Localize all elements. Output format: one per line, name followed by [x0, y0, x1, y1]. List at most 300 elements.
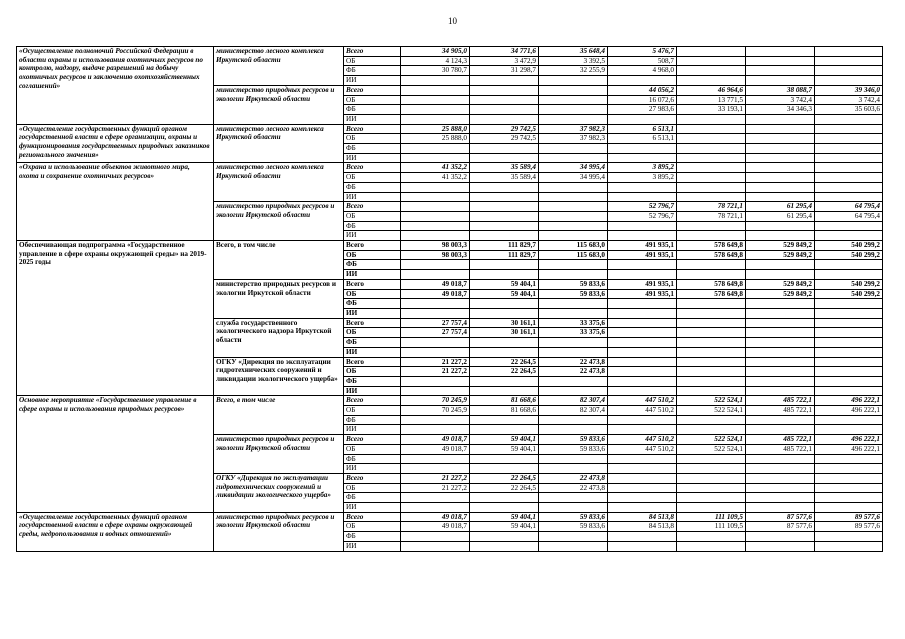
funding-source-cell: ОБ	[344, 56, 401, 66]
amount-cell: 115 683,0	[539, 241, 608, 251]
amount-cell	[815, 163, 883, 173]
budget-table	[16, 46, 883, 552]
amount-cell: 578 649,8	[677, 250, 746, 260]
amount-cell	[746, 76, 815, 86]
table-row	[17, 241, 883, 251]
amount-cell	[401, 386, 470, 396]
amount-cell: 41 352,2	[401, 173, 470, 183]
amount-cell	[746, 299, 815, 309]
amount-cell	[815, 386, 883, 396]
amount-cell: 33 193,1	[677, 105, 746, 115]
amount-cell	[746, 182, 815, 192]
amount-cell	[677, 454, 746, 464]
amount-cell: 496 222,1	[815, 435, 883, 445]
amount-cell: 59 833,6	[539, 279, 608, 289]
measure-name-cell: Основное мероприятие «Государственное управление в сфере охраны и использования природных ресурсов»	[17, 396, 214, 512]
funding-source-cell: ОБ	[344, 173, 401, 183]
amount-cell	[470, 299, 539, 309]
amount-cell	[401, 454, 470, 464]
page-number: 10	[448, 16, 457, 26]
amount-cell	[470, 347, 539, 357]
funding-source-cell: ФБ	[344, 66, 401, 76]
amount-cell	[677, 260, 746, 270]
amount-cell	[677, 192, 746, 202]
funding-source-cell: ФБ	[344, 182, 401, 192]
amount-cell	[608, 318, 677, 328]
amount-cell	[677, 532, 746, 542]
amount-cell: 44 056,2	[608, 85, 677, 95]
amount-cell: 39 346,0	[815, 85, 883, 95]
amount-cell	[677, 66, 746, 76]
amount-cell	[401, 270, 470, 280]
funding-source-cell: ФБ	[344, 376, 401, 386]
amount-cell	[539, 221, 608, 231]
amount-cell	[815, 134, 883, 144]
amount-cell	[539, 338, 608, 348]
funding-source-cell: ИИ	[344, 308, 401, 318]
amount-cell: 5 476,7	[608, 47, 677, 57]
amount-cell	[470, 85, 539, 95]
amount-cell: 4 968,0	[608, 66, 677, 76]
amount-cell	[470, 144, 539, 154]
funding-source-cell: Всего	[344, 202, 401, 212]
amount-cell	[470, 454, 539, 464]
funding-source-cell: ФБ	[344, 221, 401, 231]
amount-cell	[539, 347, 608, 357]
amount-cell	[815, 173, 883, 183]
amount-cell	[815, 144, 883, 154]
amount-cell: 38 088,7	[746, 85, 815, 95]
amount-cell: 46 964,6	[677, 85, 746, 95]
amount-cell	[677, 541, 746, 551]
amount-cell: 59 404,1	[470, 444, 539, 454]
table-row	[17, 47, 883, 57]
funding-source-cell: ИИ	[344, 270, 401, 280]
amount-cell	[677, 47, 746, 57]
amount-cell: 81 668,6	[470, 406, 539, 416]
amount-cell	[815, 376, 883, 386]
funding-source-cell: Всего	[344, 279, 401, 289]
funding-source-cell: ОБ	[344, 444, 401, 454]
funding-source-cell: Всего	[344, 241, 401, 251]
amount-cell	[608, 114, 677, 124]
amount-cell	[815, 308, 883, 318]
amount-cell: 70 245,9	[401, 406, 470, 416]
amount-cell	[401, 338, 470, 348]
amount-cell: 22 264,5	[470, 473, 539, 483]
amount-cell	[746, 260, 815, 270]
amount-cell	[401, 260, 470, 270]
amount-cell	[746, 153, 815, 163]
funding-source-cell: Всего	[344, 512, 401, 522]
amount-cell	[677, 144, 746, 154]
amount-cell: 4 124,3	[401, 56, 470, 66]
amount-cell: 34 771,6	[470, 47, 539, 57]
funding-source-cell: ФБ	[344, 299, 401, 309]
amount-cell	[677, 134, 746, 144]
amount-cell	[401, 144, 470, 154]
amount-cell	[401, 308, 470, 318]
amount-cell	[608, 231, 677, 241]
amount-cell	[539, 308, 608, 318]
amount-cell: 84 513,8	[608, 522, 677, 532]
amount-cell	[677, 231, 746, 241]
amount-cell	[470, 211, 539, 221]
amount-cell: 496 222,1	[815, 396, 883, 406]
executor-cell: Всего, в том числе	[214, 396, 344, 435]
amount-cell	[746, 56, 815, 66]
funding-source-cell: ОБ	[344, 95, 401, 105]
amount-cell	[746, 473, 815, 483]
amount-cell	[539, 192, 608, 202]
table-row	[17, 124, 883, 134]
amount-cell: 81 668,6	[470, 396, 539, 406]
amount-cell	[815, 231, 883, 241]
amount-cell: 59 833,6	[539, 435, 608, 445]
amount-cell	[539, 182, 608, 192]
amount-cell	[746, 163, 815, 173]
funding-source-cell: ФБ	[344, 454, 401, 464]
executor-cell: министерство природных ресурсов и экологии Иркутской области	[214, 85, 344, 124]
amount-cell: 59 404,1	[470, 435, 539, 445]
amount-cell	[539, 386, 608, 396]
amount-cell: 447 510,2	[608, 435, 677, 445]
amount-cell	[608, 483, 677, 493]
funding-source-cell: ОБ	[344, 134, 401, 144]
amount-cell	[677, 483, 746, 493]
funding-source-cell: Всего	[344, 396, 401, 406]
funding-source-cell: ФБ	[344, 338, 401, 348]
amount-cell	[608, 541, 677, 551]
amount-cell: 111 829,7	[470, 250, 539, 260]
amount-cell	[401, 105, 470, 115]
amount-cell: 540 299,2	[815, 241, 883, 251]
amount-cell	[401, 221, 470, 231]
funding-source-cell: Всего	[344, 435, 401, 445]
amount-cell: 59 833,6	[539, 512, 608, 522]
amount-cell: 13 771,5	[677, 95, 746, 105]
amount-cell	[815, 532, 883, 542]
amount-cell	[746, 47, 815, 57]
amount-cell: 49 018,7	[401, 444, 470, 454]
amount-cell: 491 935,1	[608, 241, 677, 251]
amount-cell: 78 721,1	[677, 202, 746, 212]
amount-cell	[539, 85, 608, 95]
amount-cell: 522 524,1	[677, 435, 746, 445]
amount-cell: 41 352,2	[401, 163, 470, 173]
amount-cell	[608, 153, 677, 163]
amount-cell	[470, 202, 539, 212]
amount-cell	[746, 338, 815, 348]
amount-cell	[746, 328, 815, 338]
funding-source-cell: ОБ	[344, 367, 401, 377]
amount-cell	[401, 376, 470, 386]
amount-cell: 30 161,1	[470, 318, 539, 328]
amount-cell	[746, 493, 815, 503]
funding-source-cell: ФБ	[344, 415, 401, 425]
amount-cell	[815, 114, 883, 124]
amount-cell	[539, 270, 608, 280]
measure-name-cell: «Осуществление полномочий Российской Федерации в области охраны и использования охотничьих ресурсов по контролю, надзору, выдаче разрешений на добычу охотничьих ресурсов и заключению охотхозяйственных соглашений»	[17, 47, 214, 125]
amount-cell: 27 757,4	[401, 318, 470, 328]
amount-cell	[746, 221, 815, 231]
amount-cell: 52 796,7	[608, 211, 677, 221]
amount-cell: 22 473,8	[539, 357, 608, 367]
amount-cell: 16 072,6	[608, 95, 677, 105]
funding-source-cell: ФБ	[344, 532, 401, 542]
amount-cell	[677, 308, 746, 318]
executor-cell: ОГКУ «Дирекция по эксплуатации гидротехнических сооружений и ликвидации экологического ущерба»	[214, 473, 344, 512]
amount-cell: 529 849,2	[746, 289, 815, 299]
amount-cell	[470, 182, 539, 192]
amount-cell: 35 603,6	[815, 105, 883, 115]
amount-cell	[401, 493, 470, 503]
amount-cell	[539, 299, 608, 309]
amount-cell: 59 404,1	[470, 512, 539, 522]
amount-cell	[815, 473, 883, 483]
amount-cell	[539, 493, 608, 503]
funding-source-cell: ИИ	[344, 386, 401, 396]
amount-cell: 485 722,1	[746, 396, 815, 406]
amount-cell	[608, 260, 677, 270]
amount-cell	[815, 328, 883, 338]
funding-source-cell: ФБ	[344, 493, 401, 503]
funding-source-cell: ИИ	[344, 541, 401, 551]
amount-cell: 25 888,0	[401, 124, 470, 134]
amount-cell: 21 227,2	[401, 483, 470, 493]
amount-cell: 578 649,8	[677, 289, 746, 299]
amount-cell: 578 649,8	[677, 241, 746, 251]
amount-cell	[608, 221, 677, 231]
amount-cell: 59 833,6	[539, 444, 608, 454]
funding-source-cell: ОБ	[344, 522, 401, 532]
amount-cell: 496 222,1	[815, 406, 883, 416]
amount-cell: 64 795,4	[815, 202, 883, 212]
amount-cell: 87 577,6	[746, 512, 815, 522]
amount-cell	[470, 192, 539, 202]
measure-name-cell: «Осуществление государственных функций органом государственной власти в сфере организации, охраны и функционирования государственных природных заказников регионального значения»	[17, 124, 214, 163]
amount-cell	[470, 76, 539, 86]
amount-cell	[539, 231, 608, 241]
amount-cell: 540 299,2	[815, 250, 883, 260]
amount-cell: 3 895,2	[608, 173, 677, 183]
amount-cell: 111 829,7	[470, 241, 539, 251]
amount-cell	[815, 338, 883, 348]
amount-cell	[539, 503, 608, 513]
amount-cell	[608, 532, 677, 542]
amount-cell: 33 375,6	[539, 318, 608, 328]
amount-cell	[815, 454, 883, 464]
amount-cell: 52 796,7	[608, 202, 677, 212]
amount-cell	[746, 386, 815, 396]
amount-cell	[470, 503, 539, 513]
amount-cell: 59 404,1	[470, 289, 539, 299]
amount-cell	[470, 425, 539, 435]
amount-cell	[815, 483, 883, 493]
amount-cell: 447 510,2	[608, 444, 677, 454]
amount-cell: 491 935,1	[608, 279, 677, 289]
amount-cell	[746, 173, 815, 183]
funding-source-cell: ОБ	[344, 406, 401, 416]
amount-cell	[815, 541, 883, 551]
amount-cell: 522 524,1	[677, 444, 746, 454]
amount-cell: 59 404,1	[470, 522, 539, 532]
amount-cell: 98 003,3	[401, 250, 470, 260]
amount-cell: 3 742,4	[815, 95, 883, 105]
amount-cell	[746, 357, 815, 367]
amount-cell	[539, 202, 608, 212]
amount-cell: 3 742,4	[746, 95, 815, 105]
amount-cell: 3 392,5	[539, 56, 608, 66]
amount-cell: 49 018,7	[401, 435, 470, 445]
executor-cell: министерство природных ресурсов и экологии Иркутской области	[214, 512, 344, 551]
table-row	[17, 163, 883, 173]
amount-cell: 21 227,2	[401, 357, 470, 367]
amount-cell	[746, 66, 815, 76]
amount-cell	[746, 347, 815, 357]
amount-cell	[608, 338, 677, 348]
amount-cell	[539, 541, 608, 551]
amount-cell: 33 375,6	[539, 328, 608, 338]
amount-cell: 98 003,3	[401, 241, 470, 251]
amount-cell	[677, 347, 746, 357]
amount-cell: 508,7	[608, 56, 677, 66]
executor-cell: министерство природных ресурсов и экологии Иркутской области	[214, 435, 344, 474]
amount-cell	[815, 318, 883, 328]
amount-cell	[746, 144, 815, 154]
amount-cell: 6 513,1	[608, 134, 677, 144]
amount-cell: 34 346,3	[746, 105, 815, 115]
amount-cell	[470, 105, 539, 115]
amount-cell	[677, 493, 746, 503]
amount-cell	[677, 221, 746, 231]
table-row	[17, 512, 883, 522]
amount-cell: 59 404,1	[470, 279, 539, 289]
amount-cell	[815, 270, 883, 280]
amount-cell: 111 109,5	[677, 512, 746, 522]
amount-cell	[746, 541, 815, 551]
amount-cell	[677, 425, 746, 435]
funding-source-cell: ОБ	[344, 328, 401, 338]
amount-cell	[539, 260, 608, 270]
amount-cell	[608, 503, 677, 513]
amount-cell: 529 849,2	[746, 241, 815, 251]
amount-cell	[677, 270, 746, 280]
amount-cell	[746, 231, 815, 241]
amount-cell	[677, 173, 746, 183]
amount-cell: 21 227,2	[401, 367, 470, 377]
amount-cell	[401, 231, 470, 241]
amount-cell	[470, 541, 539, 551]
amount-cell: 115 683,0	[539, 250, 608, 260]
amount-cell	[608, 347, 677, 357]
amount-cell: 29 742,5	[470, 134, 539, 144]
amount-cell: 529 849,2	[746, 250, 815, 260]
amount-cell	[401, 202, 470, 212]
amount-cell: 22 473,8	[539, 367, 608, 377]
amount-cell	[608, 76, 677, 86]
amount-cell: 578 649,8	[677, 279, 746, 289]
amount-cell	[815, 357, 883, 367]
amount-cell	[815, 493, 883, 503]
amount-cell	[746, 532, 815, 542]
amount-cell	[608, 270, 677, 280]
funding-source-cell: Всего	[344, 47, 401, 57]
funding-source-cell: ИИ	[344, 464, 401, 474]
amount-cell	[539, 425, 608, 435]
table-row	[17, 396, 883, 406]
amount-cell: 87 577,6	[746, 522, 815, 532]
amount-cell	[608, 367, 677, 377]
amount-cell	[470, 114, 539, 124]
funding-source-cell: ИИ	[344, 503, 401, 513]
amount-cell	[470, 270, 539, 280]
funding-source-cell: ИИ	[344, 114, 401, 124]
funding-source-cell: ИИ	[344, 231, 401, 241]
amount-cell	[608, 386, 677, 396]
amount-cell	[470, 308, 539, 318]
amount-cell: 35 589,4	[470, 173, 539, 183]
amount-cell	[608, 415, 677, 425]
amount-cell: 49 018,7	[401, 289, 470, 299]
amount-cell	[815, 124, 883, 134]
amount-cell	[815, 56, 883, 66]
amount-cell	[677, 338, 746, 348]
amount-cell	[677, 376, 746, 386]
amount-cell	[539, 532, 608, 542]
amount-cell: 22 264,5	[470, 483, 539, 493]
amount-cell	[677, 76, 746, 86]
amount-cell	[815, 47, 883, 57]
amount-cell	[401, 211, 470, 221]
funding-source-cell: Всего	[344, 357, 401, 367]
amount-cell: 89 577,6	[815, 512, 883, 522]
amount-cell	[470, 153, 539, 163]
amount-cell	[401, 85, 470, 95]
amount-cell	[677, 56, 746, 66]
amount-cell	[470, 260, 539, 270]
funding-source-cell: ИИ	[344, 425, 401, 435]
amount-cell	[470, 221, 539, 231]
amount-cell	[677, 328, 746, 338]
amount-cell	[677, 318, 746, 328]
amount-cell	[401, 299, 470, 309]
amount-cell: 89 577,6	[815, 522, 883, 532]
amount-cell	[815, 76, 883, 86]
table-body	[17, 47, 883, 552]
amount-cell: 25 888,0	[401, 134, 470, 144]
amount-cell	[539, 76, 608, 86]
amount-cell: 485 722,1	[746, 444, 815, 454]
amount-cell	[677, 182, 746, 192]
amount-cell	[539, 376, 608, 386]
amount-cell	[746, 308, 815, 318]
amount-cell: 34 995,4	[539, 173, 608, 183]
amount-cell	[815, 299, 883, 309]
amount-cell	[608, 473, 677, 483]
amount-cell	[608, 376, 677, 386]
funding-source-cell: ФБ	[344, 144, 401, 154]
amount-cell	[815, 415, 883, 425]
amount-cell	[470, 464, 539, 474]
amount-cell	[677, 503, 746, 513]
amount-cell	[746, 114, 815, 124]
amount-cell	[401, 415, 470, 425]
amount-cell	[539, 454, 608, 464]
amount-cell	[401, 95, 470, 105]
amount-cell	[539, 464, 608, 474]
amount-cell	[677, 386, 746, 396]
